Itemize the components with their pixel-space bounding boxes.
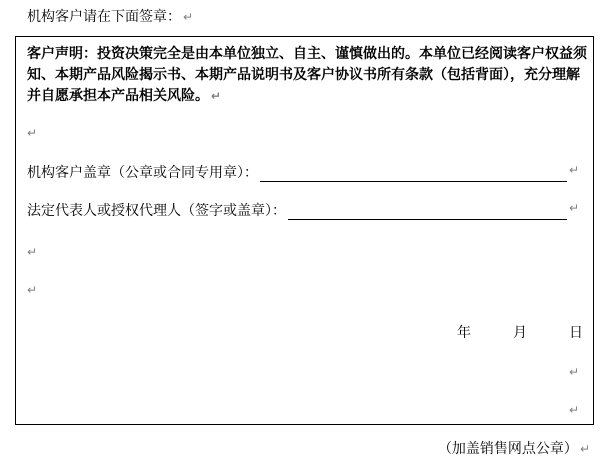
signature-instruction bbox=[27, 6, 193, 26]
declaration-line-3-text: 并自愿承担本产品相关风险。 bbox=[27, 89, 209, 104]
seal-signature-blank[interactable] bbox=[260, 164, 567, 182]
declaration-box bbox=[15, 36, 594, 425]
representative-signature-line bbox=[27, 201, 579, 220]
paragraph-mark-icon: ↵ bbox=[568, 365, 579, 379]
client-declaration bbox=[27, 44, 587, 107]
paragraph-mark-icon: ↵ bbox=[27, 126, 38, 140]
day-label: 日 bbox=[569, 326, 583, 341]
seal-signature-line bbox=[27, 163, 579, 182]
representative-line-label: 法定代表人或授权代理人（签字或盖章）： bbox=[27, 204, 286, 219]
empty-paragraph bbox=[569, 403, 579, 419]
sales-outlet-seal-caption-text: （加盖销售网点公章） bbox=[437, 442, 578, 457]
paragraph-mark-icon: ↵ bbox=[183, 10, 194, 24]
paragraph-mark-icon: ↵ bbox=[568, 163, 579, 177]
paragraph-mark-icon: ↵ bbox=[568, 201, 579, 215]
paragraph-mark-icon: ↵ bbox=[568, 403, 579, 417]
empty-paragraph bbox=[27, 126, 37, 142]
month-label: 月 bbox=[513, 326, 527, 341]
empty-paragraph bbox=[27, 283, 37, 299]
sales-outlet-seal-caption bbox=[438, 438, 590, 458]
representative-signature-blank[interactable] bbox=[288, 202, 567, 220]
declaration-line-2: 知、本期产品风险揭示书、本期产品说明书及客户协议书所有条款（包括背面），充分理解 bbox=[27, 68, 580, 83]
seal-line-label: 机构客户盖章（公章或合同专用章）： bbox=[27, 166, 258, 181]
paragraph-mark-icon: ↵ bbox=[579, 442, 590, 456]
declaration-line-3 bbox=[27, 86, 587, 107]
paragraph-mark-icon: ↵ bbox=[27, 283, 38, 297]
empty-paragraph bbox=[569, 365, 579, 381]
paragraph-mark-icon: ↵ bbox=[27, 245, 38, 259]
year-label: 年 bbox=[457, 326, 471, 341]
date-line bbox=[457, 322, 583, 342]
declaration-line-1: 客户声明：投资决策完全是由本单位独立、自主、谨慎做出的。本单位已经阅读客户权益须 bbox=[27, 47, 587, 62]
paragraph-mark-icon: ↵ bbox=[211, 89, 222, 103]
signature-instruction-text: 机构客户请在下面签章： bbox=[27, 10, 181, 25]
empty-paragraph bbox=[27, 245, 37, 261]
